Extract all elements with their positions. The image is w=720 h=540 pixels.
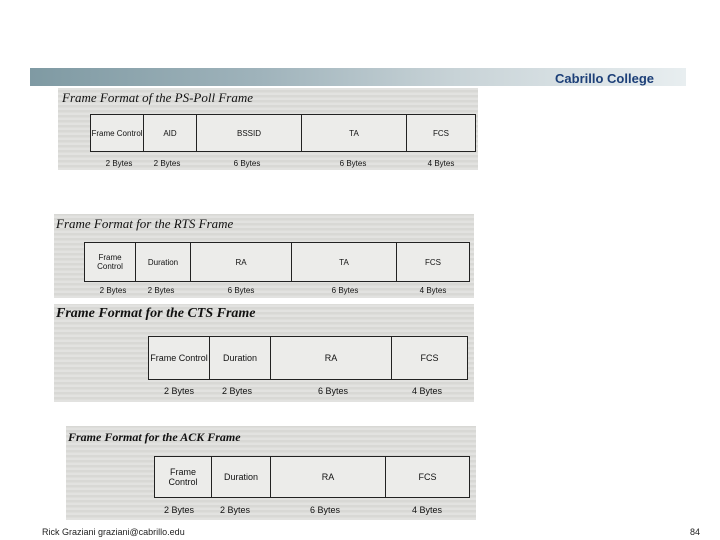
ack-field-frame-control: Frame Control xyxy=(155,457,212,498)
cts-size-1: 2 Bytes xyxy=(221,386,252,396)
rts-field-ra: RA xyxy=(191,243,292,282)
footer-author: Rick Graziani graziani@cabrillo.edu xyxy=(42,527,185,537)
rts-field-duration: Duration xyxy=(136,243,191,282)
cts-field-frame-control: Frame Control xyxy=(149,337,210,380)
cts-title: Frame Format for the CTS Frame xyxy=(56,306,256,321)
rts-size-2: 6 Bytes xyxy=(227,286,255,295)
ack-field-duration: Duration xyxy=(212,457,271,498)
ack-size-1: 2 Bytes xyxy=(219,505,250,515)
rts-field-fcs: FCS xyxy=(397,243,470,282)
cts-frame xyxy=(148,336,468,380)
ack-field-ra: RA xyxy=(271,457,386,498)
ps-poll-field-fcs: FCS xyxy=(407,115,476,152)
ps-poll-title: Frame Format of the PS-Poll Frame xyxy=(62,90,253,105)
rts-field-frame-control: Frame Control xyxy=(85,243,136,282)
rts-field-ta: TA xyxy=(292,243,397,282)
ps-poll-size-3: 6 Bytes xyxy=(339,159,367,168)
cts-size-0: 2 Bytes xyxy=(163,386,194,396)
rts-title: Frame Format for the RTS Frame xyxy=(56,216,234,231)
ps-poll-frame xyxy=(90,114,476,152)
college-name: Cabrillo College xyxy=(555,71,654,86)
ack-size-0: 2 Bytes xyxy=(163,505,194,515)
rts-size-4: 4 Bytes xyxy=(419,286,447,295)
cts-size-3: 4 Bytes xyxy=(411,386,442,396)
ps-poll-field-frame-control: Frame Control xyxy=(91,115,144,152)
cts-field-duration: Duration xyxy=(210,337,271,380)
rts-size-1: 2 Bytes xyxy=(147,286,175,295)
ack-title: Frame Format for the ACK Frame xyxy=(68,430,241,444)
rts-size-3: 6 Bytes xyxy=(331,286,359,295)
ps-poll-field-bssid: BSSID xyxy=(197,115,302,152)
rts-frame xyxy=(84,242,470,282)
rts-size-0: 2 Bytes xyxy=(99,286,127,295)
ps-poll-field-ta: TA xyxy=(302,115,407,152)
ack-field-fcs: FCS xyxy=(386,457,470,498)
cts-field-fcs: FCS xyxy=(392,337,468,380)
ack-size-2: 6 Bytes xyxy=(309,505,340,515)
ps-poll-size-0: 2 Bytes xyxy=(105,159,133,168)
ack-frame xyxy=(154,456,470,498)
ps-poll-size-4: 4 Bytes xyxy=(427,159,455,168)
cts-field-ra: RA xyxy=(271,337,392,380)
page-number: 84 xyxy=(690,527,701,537)
cts-size-2: 6 Bytes xyxy=(317,386,348,396)
ps-poll-size-1: 2 Bytes xyxy=(153,159,181,168)
ps-poll-field-aid: AID xyxy=(144,115,197,152)
ack-size-3: 4 Bytes xyxy=(411,505,442,515)
ps-poll-size-2: 6 Bytes xyxy=(233,159,261,168)
